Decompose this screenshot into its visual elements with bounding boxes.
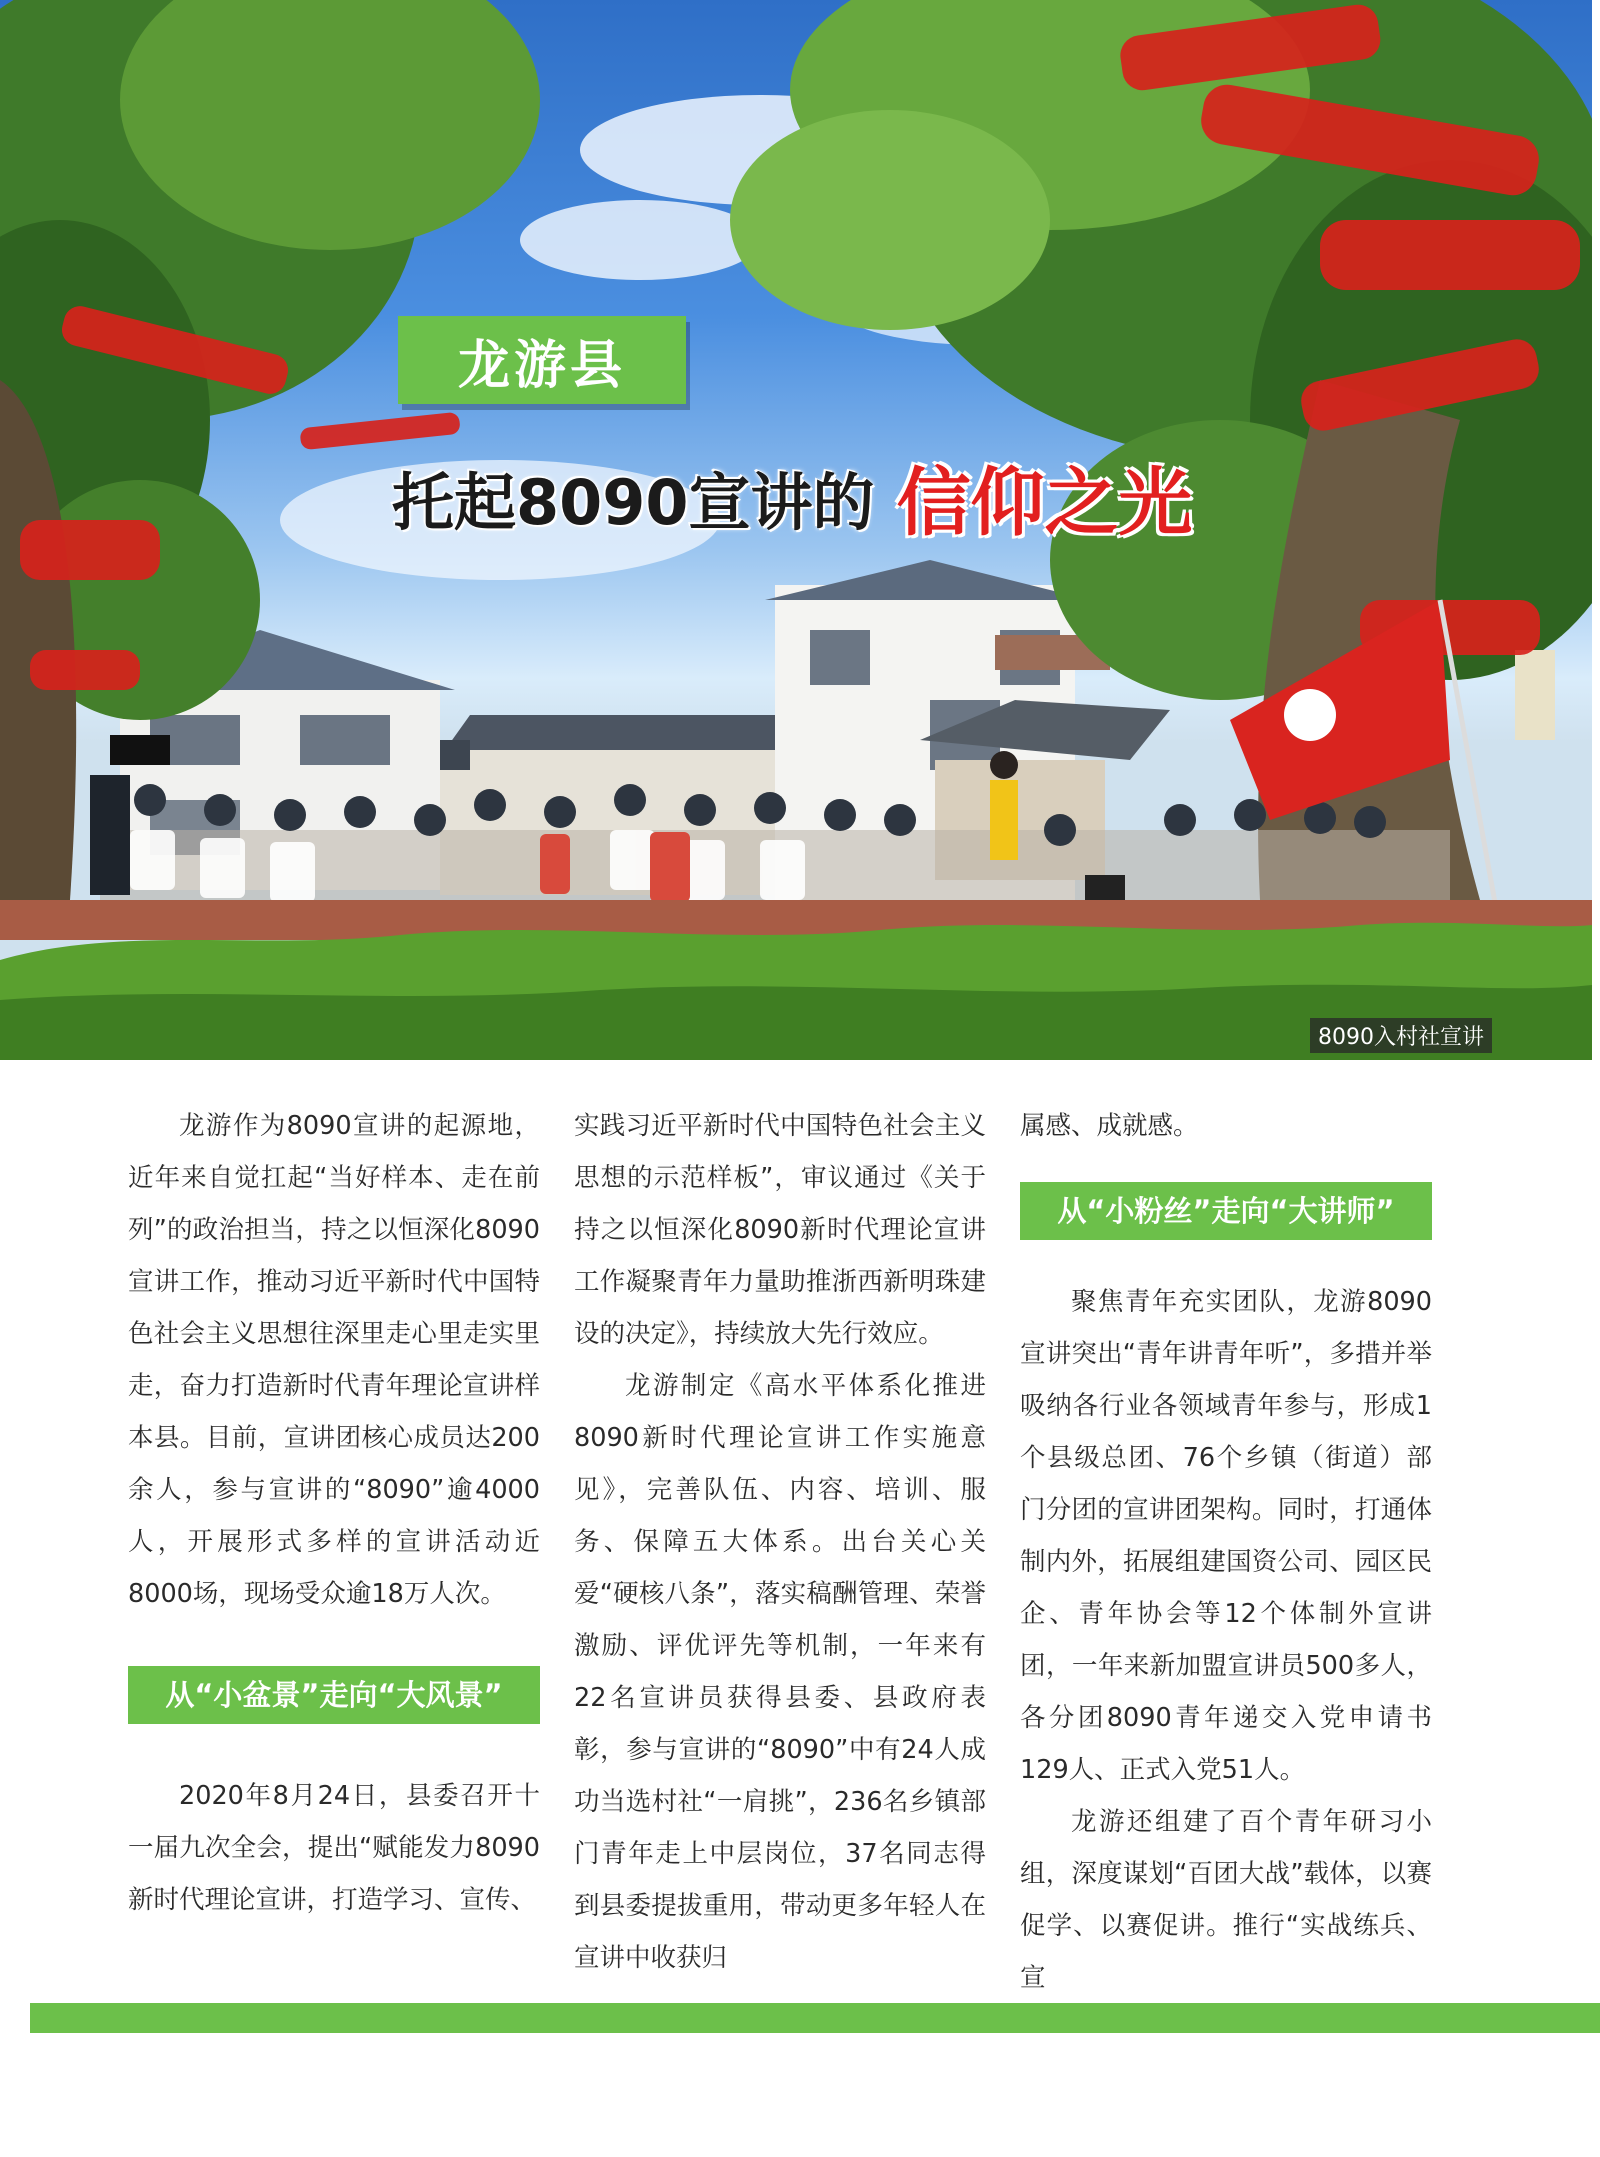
column-2 [574,1100,986,1984]
title-part-highlight: 信仰之光 [896,460,1193,546]
paragraph: 实践习近平新时代中国特色社会主义思想的示范样板”，审议通过《关于持之以恒深化8090新时代理论宣讲工作凝聚青年力量助推浙西新明珠建设的决定》，持续放大先行效应。 [574,1111,986,1349]
footer-bar [30,2003,1600,2033]
page-title [392,452,1193,546]
paragraph: 龙游作为8090宣讲的起源地，近年来自觉扛起“当好样本、走在前列”的政治担当，持之以恒深化8090宣讲工作，推动习近平新时代中国特色社会主义思想往深里走心里走实里走，奋力打造新时代青年理论宣讲样本县。目前，宣讲团核心成员达200余人，参与宣讲的“8090”逾4000人，开展形式多样的宣讲活动近8000场，现场受众逾18万人次。 [128,1111,540,1609]
section-heading: 从“小盆景”走向“大风景” [128,1666,540,1724]
paragraph: 属感、成就感。 [1020,1111,1199,1141]
hero-photo [0,0,1592,1060]
paragraph: 聚焦青年充实团队，龙游8090宣讲突出“青年讲青年听”，多措并举吸纳各行业各领域青年参与，形成1个县级总团、76个乡镇（街道）部门分团的宣讲团架构。同时，打通体制内外，拓展组建国资公司、园区民企、青年协会等12个体制外宣讲团，一年来新加盟宣讲员500多人，各分团8090青年递交入党申请书129人、正式入党51人。 [1020,1287,1432,1785]
paragraph: 龙游还组建了百个青年研习小组，深度谋划“百团大战”载体，以赛促学、以赛促讲。推行“实战练兵、宣 [1020,1807,1432,1993]
column-1 [128,1100,540,1926]
paragraph: 龙游制定《高水平体系化推进8090新时代理论宣讲工作实施意见》，完善队伍、内容、培训、服务、保障五大体系。出台关心关爱“硬核八条”，落实稿酬管理、荣誉激励、评优评先等机制，一年来有22名宣讲员获得县委、县政府表彰，参与宣讲的“8090”中有24人成功当选村社“一肩挑”，236名乡镇部门青年走上中层岗位，37名同志得到县委提拔重用，带动更多年轻人在宣讲中收获归 [574,1371,986,1973]
section-heading: 从“小粉丝”走向“大讲师” [1020,1182,1432,1240]
column-3 [1020,1100,1432,2004]
county-tag: 龙游县 [398,316,686,404]
paragraph: 2020年8月24日，县委召开十一届九次全会，提出“赋能发力8090新时代理论宣讲，打造学习、宣传、 [128,1781,540,1915]
photo-caption: 8090入村社宣讲 [1310,1018,1492,1053]
title-part-main: 托起8090宣讲的 [392,465,875,539]
